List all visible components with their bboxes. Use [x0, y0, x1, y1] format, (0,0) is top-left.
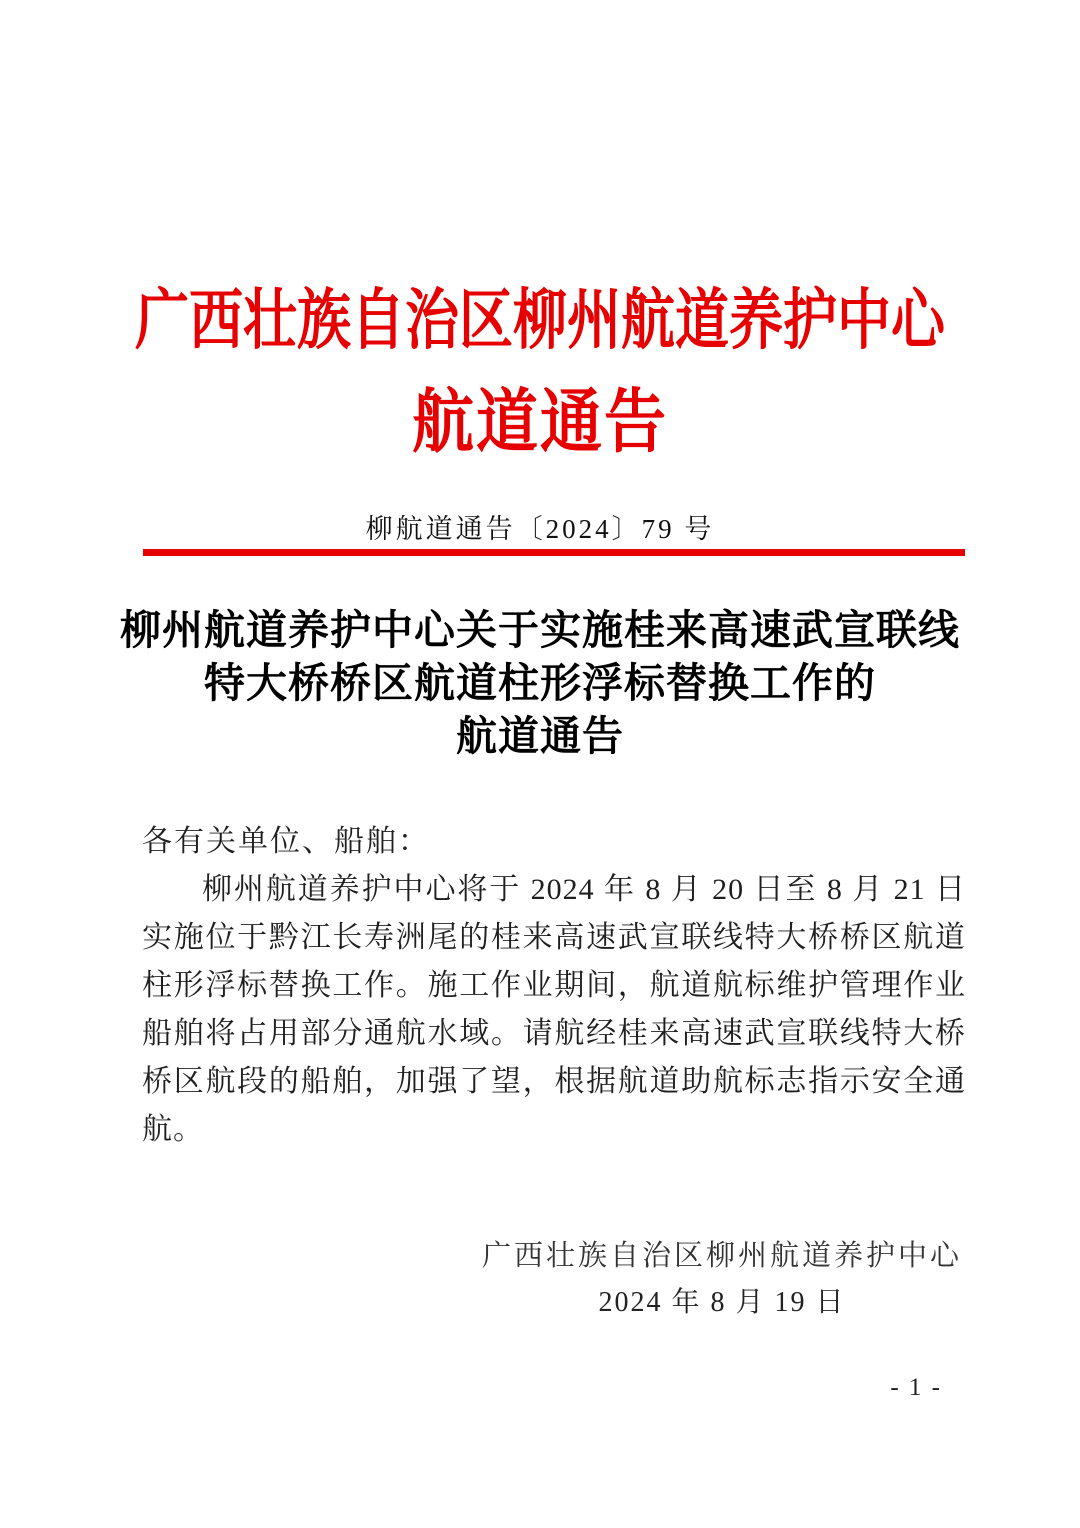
- signature-date: 2024 年 8 月 19 日: [598, 1287, 846, 1318]
- red-header-org-name: 广西壮族自治区柳州航道养护中心: [135, 283, 945, 358]
- red-divider-rule: [143, 549, 965, 556]
- doc-number: 柳航道通告〔2024〕79 号: [365, 514, 715, 544]
- doc-title-line-3: 航道通告: [456, 713, 624, 759]
- body-block: [142, 818, 966, 1154]
- signature-org: 广西壮族自治区柳州航道养护中心: [481, 1240, 962, 1272]
- signature-block: [482, 1238, 962, 1320]
- doc-title-line-2: 特大桥桥区航道柱形浮标替换工作的: [204, 660, 876, 706]
- salutation: 各有关单位、船舶：: [142, 825, 430, 858]
- body-paragraph: 柳州航道养护中心将于 2024 年 8 月 20 日至 8 月 21 日实施位于黔江长寿洲尾的桂来高速武宣联线特大桥桥区航道柱形浮标替换工作。施工作业期间，航道航标维护管理作业船舶将占用部分通航水域。请航经桂来高速武宣联线特大桥桥区航段的船舶，加强了望，根据航道助航标志指示安全通航。: [142, 873, 966, 1146]
- red-header-doc-type: 航道通告: [411, 385, 668, 462]
- page-number: - 1 -: [890, 1374, 942, 1401]
- doc-title: [0, 604, 1080, 763]
- doc-title-line-1: 柳州航道养护中心关于实施桂来高速武宣联线: [120, 607, 960, 653]
